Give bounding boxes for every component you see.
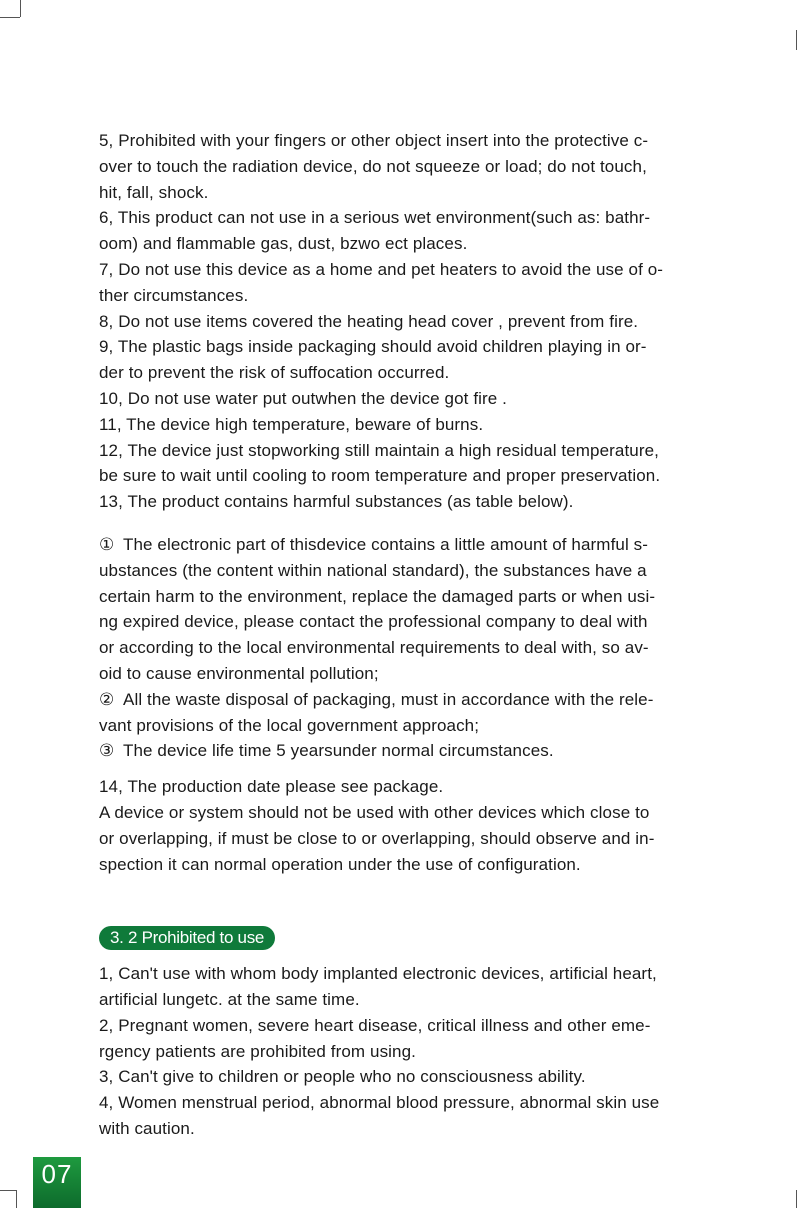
- text-line: 9, The plastic bags inside packaging should avoid children playing in or-: [99, 337, 647, 357]
- note-line: certain harm to the environment, replace the damaged parts or when usi-: [99, 586, 656, 606]
- text-line: ther circumstances.: [99, 285, 249, 305]
- precautions-list: [99, 128, 739, 515]
- text-line: 2, Pregnant women, severe heart disease, critical illness and other eme-: [99, 1015, 651, 1035]
- note-line: or according to the local environmental requirements to deal with, so av-: [99, 638, 649, 658]
- note-line: ng expired device, please contact the professional company to deal with: [99, 612, 648, 632]
- note-line: vant provisions of the local government approach;: [99, 715, 480, 735]
- text-line: be sure to wait until cooling to room temperature and proper preservation.: [99, 466, 661, 486]
- circled-number-1: ①: [99, 534, 115, 554]
- note-line: ② All the waste disposal of packaging, must in accordance with the rele-: [99, 687, 739, 713]
- text-line: 7, Do not use this device as a home and pet heaters to avoid the use of o-: [99, 259, 664, 279]
- text-line: 5, Prohibited with your fingers or other object insert into the protective c-: [99, 131, 649, 150]
- crop-mark-top-left-v: [20, 0, 21, 17]
- note-line: ① The electronic part of thisdevice contains a little amount of harmful s-: [99, 532, 739, 558]
- page-content: [99, 128, 739, 1142]
- circled-number-2: ②: [99, 689, 115, 709]
- text-line: 14, The production date please see package.: [99, 777, 444, 797]
- note-line: ③ The device life time 5 yearsunder normal circumstances.: [99, 738, 739, 764]
- crop-mark-top-right-v: [796, 30, 797, 50]
- page-number: 07: [33, 1157, 81, 1208]
- text-line: 3, Can't give to children or people who no consciousness ability.: [99, 1067, 586, 1087]
- additional-notes: [99, 774, 739, 877]
- crop-mark-bottom-left-h: [0, 1190, 16, 1191]
- text-line: 12, The device just stopworking still maintain a high residual temperature,: [99, 440, 659, 460]
- note-line: oid to cause environmental pollution;: [99, 663, 379, 683]
- section-title-badge: 3. 2 Prohibited to use: [99, 926, 275, 950]
- circled-number-3: ③: [99, 741, 115, 761]
- text-line: with caution.: [99, 1118, 195, 1138]
- text-line: over to touch the radiation device, do not squeeze or load; do not touch,: [99, 156, 647, 176]
- text-line: der to prevent the risk of suffocation occurred.: [99, 363, 450, 383]
- text-line: 6, This product can not use in a serious wet environment(such as: bathr-: [99, 208, 651, 228]
- text-line: oom) and flammable gas, dust, bzwo ect places.: [99, 234, 468, 254]
- section-heading: [99, 925, 739, 951]
- text-line: or overlapping, if must be close to or overlapping, should observe and in-: [99, 828, 655, 848]
- crop-mark-bottom-left-v: [16, 1190, 17, 1208]
- text-line: 4, Women menstrual period, abnormal blood pressure, abnormal skin use: [99, 1093, 660, 1113]
- crop-mark-top-left-h: [0, 17, 20, 18]
- text-line: 10, Do not use water put outwhen the device got fire .: [99, 388, 507, 408]
- text-line: hit, fall, shock.: [99, 182, 209, 202]
- text-line: rgency patients are prohibited from using.: [99, 1041, 416, 1061]
- text-line: 8, Do not use items covered the heating head cover , prevent from fire.: [99, 311, 639, 331]
- harmful-substances-notes: [99, 532, 739, 764]
- note-line: ubstances (the content within national standard), the substances have a: [99, 560, 647, 580]
- text-line: 11, The device high temperature, beware of burns.: [99, 414, 484, 434]
- text-line: spection it can normal operation under the use of configuration.: [99, 854, 581, 874]
- text-line: A device or system should not be used with other devices which close to: [99, 802, 650, 822]
- text-line: 13, The product contains harmful substances (as table below).: [99, 492, 574, 512]
- text-line: artificial lungetc. at the same time.: [99, 989, 360, 1009]
- prohibited-list: [99, 961, 739, 1142]
- crop-mark-bottom-right-v: [796, 1190, 797, 1208]
- text-line: 1, Can't use with whom body implanted electronic devices, artificial heart,: [99, 964, 657, 984]
